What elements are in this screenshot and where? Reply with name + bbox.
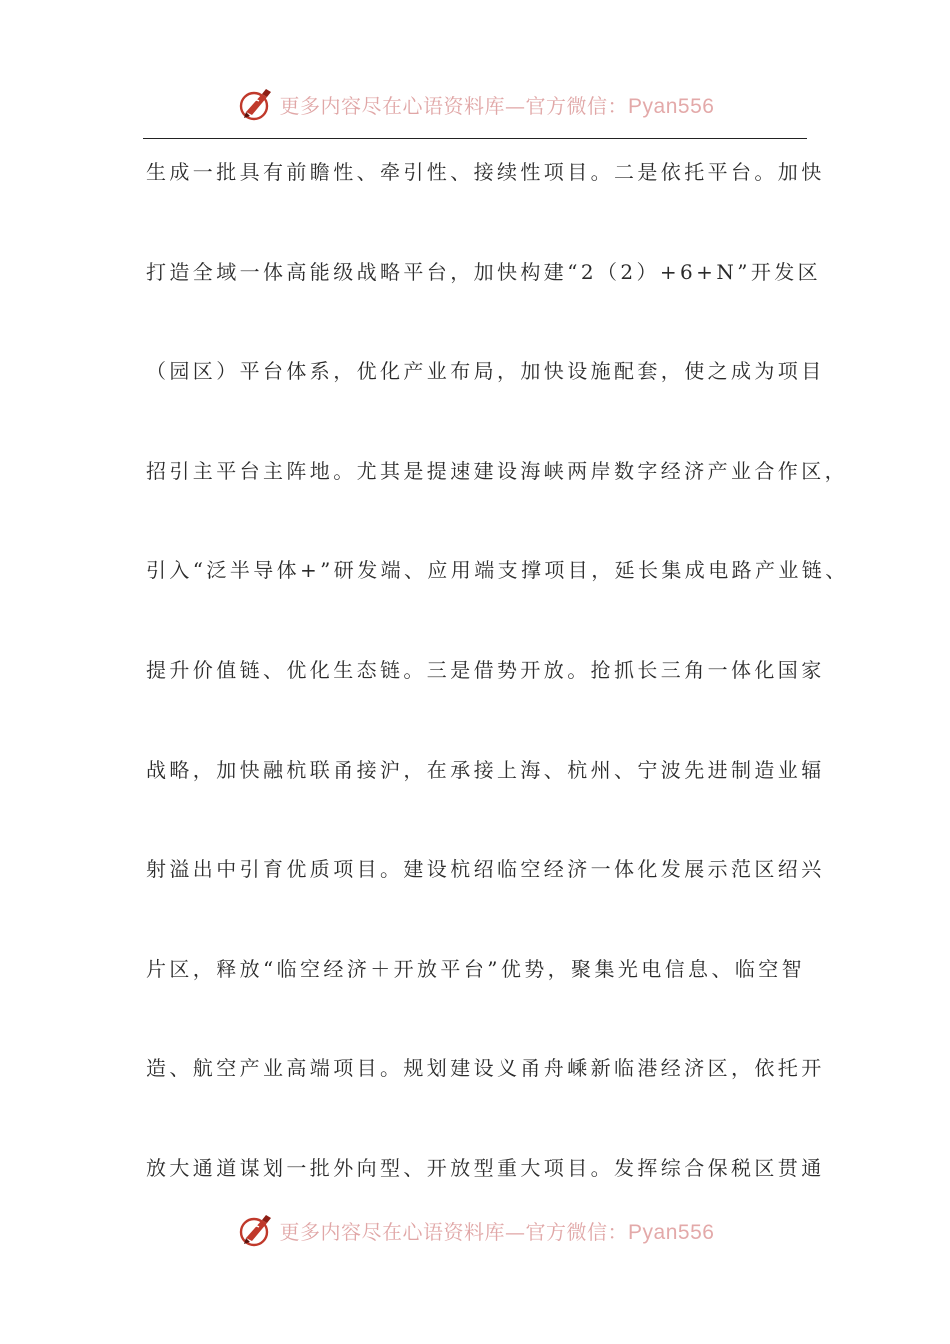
watermark-header — [0, 82, 950, 126]
wechat-id: Pyan556 — [628, 1220, 715, 1244]
text-line: （园区）平台体系，优化产业布局，加快设施配套，使之成为项目 — [146, 359, 825, 384]
text-line: 射溢出中引育优质项目。建设杭绍临空经济一体化发展示范区绍兴 — [146, 857, 825, 882]
text-line: 片区，释放“临空经济＋开放平台”优势，聚集光电信息、临空智 — [146, 956, 806, 981]
pen-logo-icon — [236, 1210, 276, 1250]
document-body — [146, 150, 849, 1246]
text-line: 招引主平台主阵地。尤其是提速建设海峡两岸数字经济产业合作区， — [146, 458, 848, 483]
text-line: 放大通道谋划一批外向型、开放型重大项目。发挥综合保税区贯通 — [146, 1155, 825, 1180]
text-line: 造、航空产业高端项目。规划建设义甬舟嵊新临港经济区，依托开 — [146, 1056, 825, 1081]
text-line: 引入“泛半导体+”研发端、应用端支撑项目，延长集成电路产业链、 — [146, 558, 849, 583]
watermark-text: 更多内容尽在心语资料库—官方微信：Pyan556 — [279, 93, 715, 118]
text-line: 生成一批具有前瞻性、牵引性、接续性项目。二是依托平台。加快 — [146, 160, 825, 184]
watermark-text: 更多内容尽在心语资料库—官方微信：Pyan556 — [279, 1219, 715, 1244]
text-line: 提升价值链、优化生态链。三是借势开放。抢抓长三角一体化国家 — [146, 657, 825, 682]
text-line: 打造全域一体高能级战略平台，加快构建“2（2）+6+N”开发区 — [146, 259, 822, 284]
watermark-footer — [0, 1208, 950, 1252]
wechat-id: Pyan556 — [628, 94, 715, 118]
text-line: 战略，加快融杭联甬接沪，在承接上海、杭州、宁波先进制造业辐 — [146, 757, 825, 782]
header-divider — [143, 138, 807, 139]
pen-logo-icon — [236, 84, 276, 124]
